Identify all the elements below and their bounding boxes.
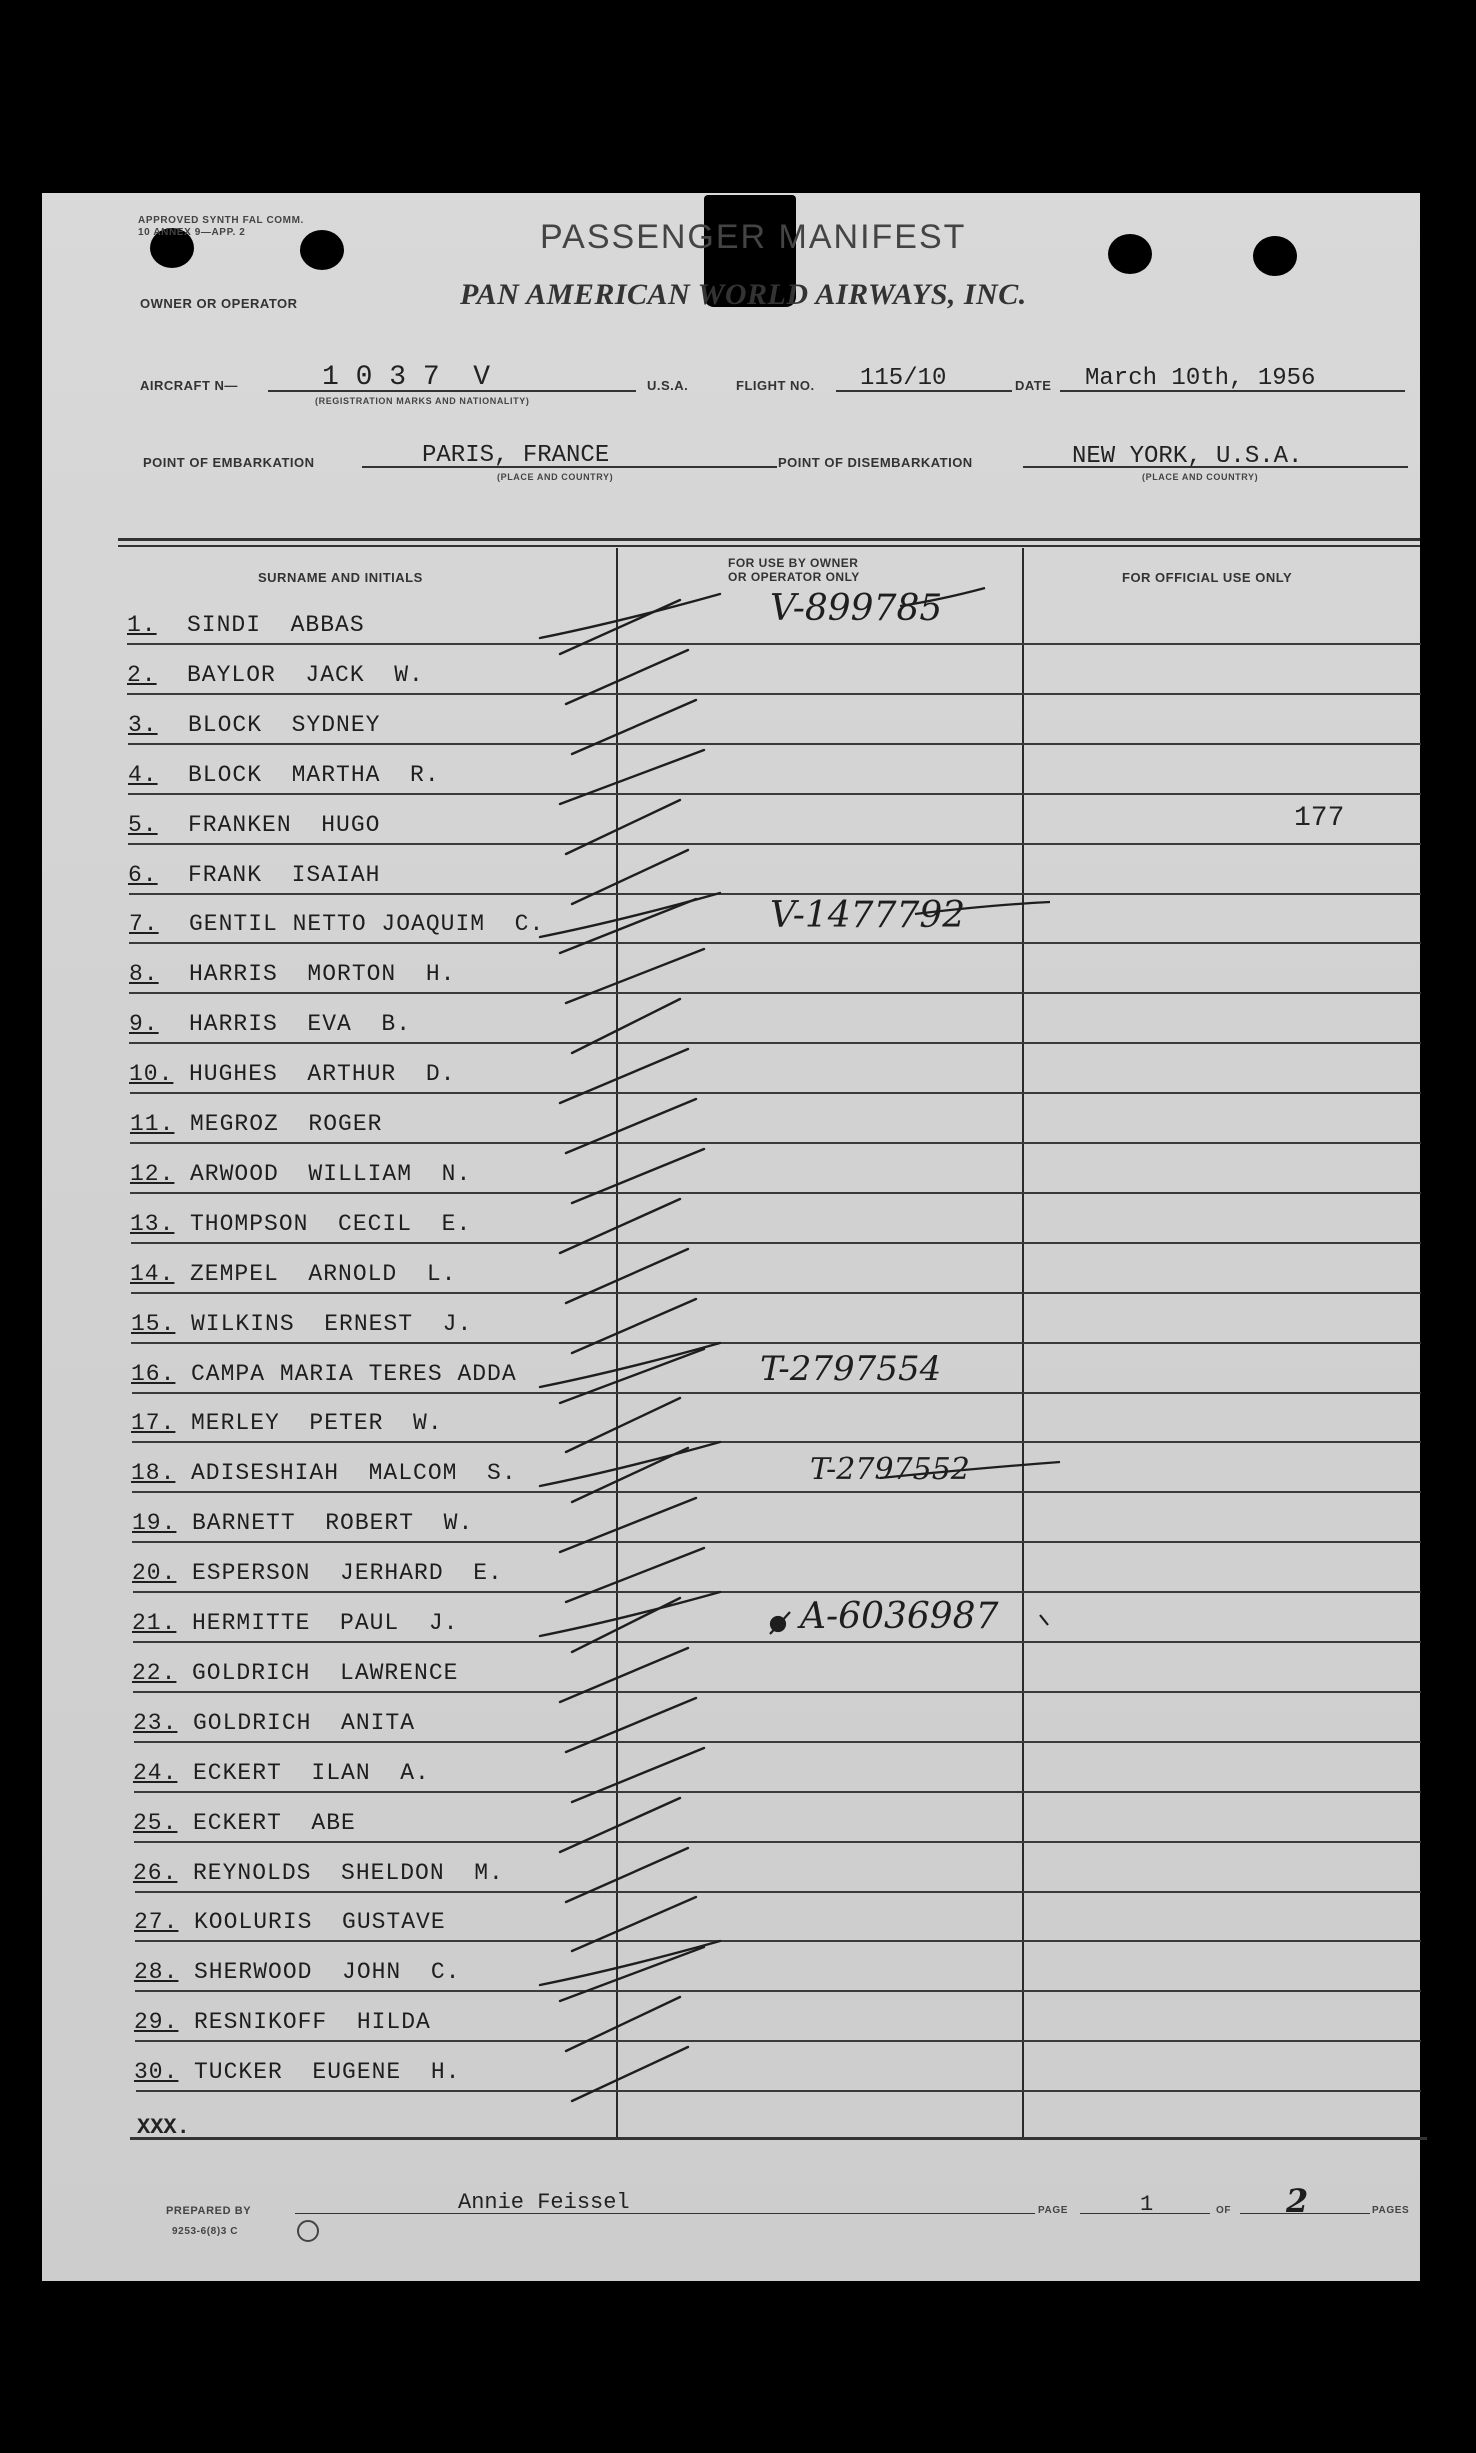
passenger-number: 30. <box>134 2059 179 2085</box>
passenger-number: 13. <box>130 1211 175 1237</box>
passenger-name: HARRIS EVA B. <box>189 1011 412 1037</box>
check-mark <box>540 1343 720 1387</box>
check-mark <box>540 1941 720 1985</box>
passenger-name: ECKERT ABE <box>193 1810 356 1836</box>
official-number: 177 <box>1294 803 1345 834</box>
passenger-number: 26. <box>133 1860 178 1886</box>
passenger-number: 16. <box>131 1361 176 1387</box>
passenger-name: ZEMPEL ARNOLD L. <box>190 1261 457 1287</box>
passenger-name: FRANKEN HUGO <box>188 812 381 838</box>
passenger-number: 17. <box>131 1410 176 1436</box>
check-mark <box>566 949 704 1003</box>
passenger-number: 20. <box>132 1560 177 1586</box>
check-mark <box>560 1498 696 1552</box>
union-bug-icon <box>297 2220 319 2242</box>
form-title: PASSENGER MANIFEST <box>540 218 967 256</box>
page-label: PAGE <box>1038 2205 1068 2216</box>
passenger-number: 22. <box>132 1660 177 1686</box>
passenger-name: BLOCK MARTHA R. <box>188 762 440 788</box>
passenger-number: 24. <box>133 1760 178 1786</box>
passenger-name: THOMPSON CECIL E. <box>190 1211 472 1237</box>
flight-label: FLIGHT NO. <box>736 378 815 393</box>
check-mark <box>540 1442 720 1486</box>
document-number-annotation: T-2797554 <box>760 1349 942 1389</box>
check-mark <box>560 1049 688 1103</box>
prepared-label: PREPARED BY <box>166 2205 252 2217</box>
disembark-value: NEW YORK, U.S.A. <box>1072 443 1303 470</box>
aircraft-value: 1 0 3 7 V <box>322 362 491 393</box>
pages-label: PAGES <box>1372 2205 1410 2216</box>
aircraft-label: AIRCRAFT N— <box>140 378 238 393</box>
passenger-number: 23. <box>133 1710 178 1736</box>
passenger-number: 1. <box>127 612 157 638</box>
passenger-name: ESPERSON JERHARD E. <box>192 1560 503 1586</box>
passenger-name: ADISESHIAH MALCOM S. <box>191 1460 517 1486</box>
passenger-number: 7. <box>129 911 159 937</box>
passenger-number: 28. <box>134 1959 179 1985</box>
passenger-name: WILKINS ERNEST J. <box>191 1311 473 1337</box>
col-owner-header-1: FOR USE BY OWNER <box>728 556 859 570</box>
passenger-name: CAMPA MARIA TERES ADDA <box>191 1361 517 1387</box>
check-mark <box>560 750 704 804</box>
aircraft-sublabel: (REGISTRATION MARKS AND NATIONALITY) <box>315 396 530 406</box>
passenger-number: 5. <box>128 812 158 838</box>
flight-value: 115/10 <box>860 365 947 392</box>
check-mark <box>572 1299 696 1353</box>
passenger-number: 18. <box>131 1460 176 1486</box>
passenger-number: 14. <box>130 1261 175 1287</box>
passenger-number: 10. <box>129 1061 174 1087</box>
passenger-name: SHERWOOD JOHN C. <box>194 1959 461 1985</box>
document-number-annotation: A-6036987 <box>800 1596 999 1637</box>
disembark-label: POINT OF DISEMBARKATION <box>778 455 973 470</box>
col-official-header: FOR OFFICIAL USE ONLY <box>1122 570 1293 585</box>
passenger-name: SINDI ABBAS <box>187 612 365 638</box>
check-mark <box>572 1897 696 1951</box>
of-value: 2 <box>1286 2182 1309 2220</box>
col-surname-header: SURNAME AND INITIALS <box>258 570 423 585</box>
check-mark <box>560 1947 704 2001</box>
date-label: DATE <box>1015 378 1052 393</box>
of-label: OF <box>1216 2205 1232 2216</box>
passenger-name: GOLDRICH ANITA <box>193 1710 416 1736</box>
airline-name: PAN AMERICAN WORLD AIRWAYS, INC. <box>460 278 1027 311</box>
check-mark <box>560 1798 680 1852</box>
check-mark <box>566 1548 704 1602</box>
passenger-name: GOLDRICH LAWRENCE <box>192 1660 459 1686</box>
passenger-number: 4. <box>128 762 158 788</box>
owner-label: OWNER OR OPERATOR <box>140 296 298 311</box>
passenger-name: HARRIS MORTON H. <box>189 961 456 987</box>
check-mark <box>566 1249 688 1303</box>
check-mark <box>540 893 720 937</box>
check-mark <box>572 850 688 904</box>
embark-value: PARIS, FRANCE <box>422 442 610 469</box>
check-mark <box>572 2047 688 2101</box>
check-mark <box>566 1848 688 1902</box>
passenger-name: REYNOLDS SHELDON M. <box>193 1860 504 1886</box>
passenger-number: 27. <box>134 1909 179 1935</box>
passenger-number: 8. <box>129 961 159 987</box>
passenger-number: 6. <box>128 862 158 888</box>
passenger-number: 19. <box>132 1510 177 1536</box>
prepared-value: Annie Feissel <box>458 2190 630 2215</box>
embark-label: POINT OF EMBARKATION <box>143 455 315 470</box>
passenger-name: FRANK ISAIAH <box>188 862 381 888</box>
check-mark <box>566 1997 680 2051</box>
passenger-number: 3. <box>128 712 158 738</box>
passenger-name: MEGROZ ROGER <box>190 1111 383 1137</box>
page-value: 1 <box>1140 2192 1154 2217</box>
check-mark <box>566 1099 696 1153</box>
check-mark <box>540 594 720 638</box>
disembark-sublabel: (PLACE AND COUNTRY) <box>1142 472 1259 482</box>
check-mark <box>560 600 680 654</box>
passenger-name: ARWOOD WILLIAM N. <box>190 1161 472 1187</box>
passenger-name: TUCKER EUGENE H. <box>194 2059 461 2085</box>
date-value: March 10th, 1956 <box>1085 365 1316 392</box>
document-number-annotation: V-899785 <box>770 588 943 629</box>
form-code: 9253-6(8)3 C <box>172 2226 239 2237</box>
passenger-name: RESNIKOFF HILDA <box>194 2009 431 2035</box>
passenger-number: 25. <box>133 1810 178 1836</box>
document-number-annotation: T-2797552 <box>810 1452 970 1487</box>
check-mark <box>572 1748 704 1802</box>
passenger-name: GENTIL NETTO JOAQUIM C. <box>189 911 545 937</box>
col-owner-header-2: OR OPERATOR ONLY <box>728 570 860 584</box>
check-mark <box>572 700 696 754</box>
approval-stamp: APPROVED SYNTH FAL COMM. 10 ANNEX 9—APP. 2 <box>138 215 304 238</box>
passenger-name: BARNETT ROBERT W. <box>192 1510 474 1536</box>
passenger-number: 11. <box>130 1111 175 1137</box>
embark-sublabel: (PLACE AND COUNTRY) <box>497 472 614 482</box>
check-mark <box>560 1199 680 1253</box>
passenger-name: HERMITTE PAUL J. <box>192 1610 459 1636</box>
passenger-number: 21. <box>132 1610 177 1636</box>
end-marker: XXX. <box>137 2115 190 2140</box>
check-mark <box>566 1398 680 1452</box>
passenger-name: ECKERT ILAN A. <box>193 1760 430 1786</box>
usa-label: U.S.A. <box>647 378 689 393</box>
passenger-number: 29. <box>134 2009 179 2035</box>
check-mark <box>560 1349 704 1403</box>
check-mark <box>560 1648 688 1702</box>
check-mark <box>566 800 680 854</box>
passenger-number: 9. <box>129 1011 159 1037</box>
passenger-name: BLOCK SYDNEY <box>188 712 381 738</box>
check-mark <box>572 999 680 1053</box>
passenger-number: 12. <box>130 1161 175 1187</box>
passenger-name: KOOLURIS GUSTAVE <box>194 1909 446 1935</box>
check-mark <box>566 1698 696 1752</box>
passenger-name: BAYLOR JACK W. <box>187 662 424 688</box>
passenger-name: MERLEY PETER W. <box>191 1410 443 1436</box>
check-mark <box>560 899 696 953</box>
check-mark <box>572 1149 704 1203</box>
passenger-number: 2. <box>127 662 157 688</box>
check-mark <box>566 650 688 704</box>
document-number-annotation: V-1477792 <box>770 895 966 936</box>
passenger-number: 15. <box>131 1311 176 1337</box>
check-mark <box>540 1592 720 1636</box>
passenger-name: HUGHES ARTHUR D. <box>189 1061 456 1087</box>
